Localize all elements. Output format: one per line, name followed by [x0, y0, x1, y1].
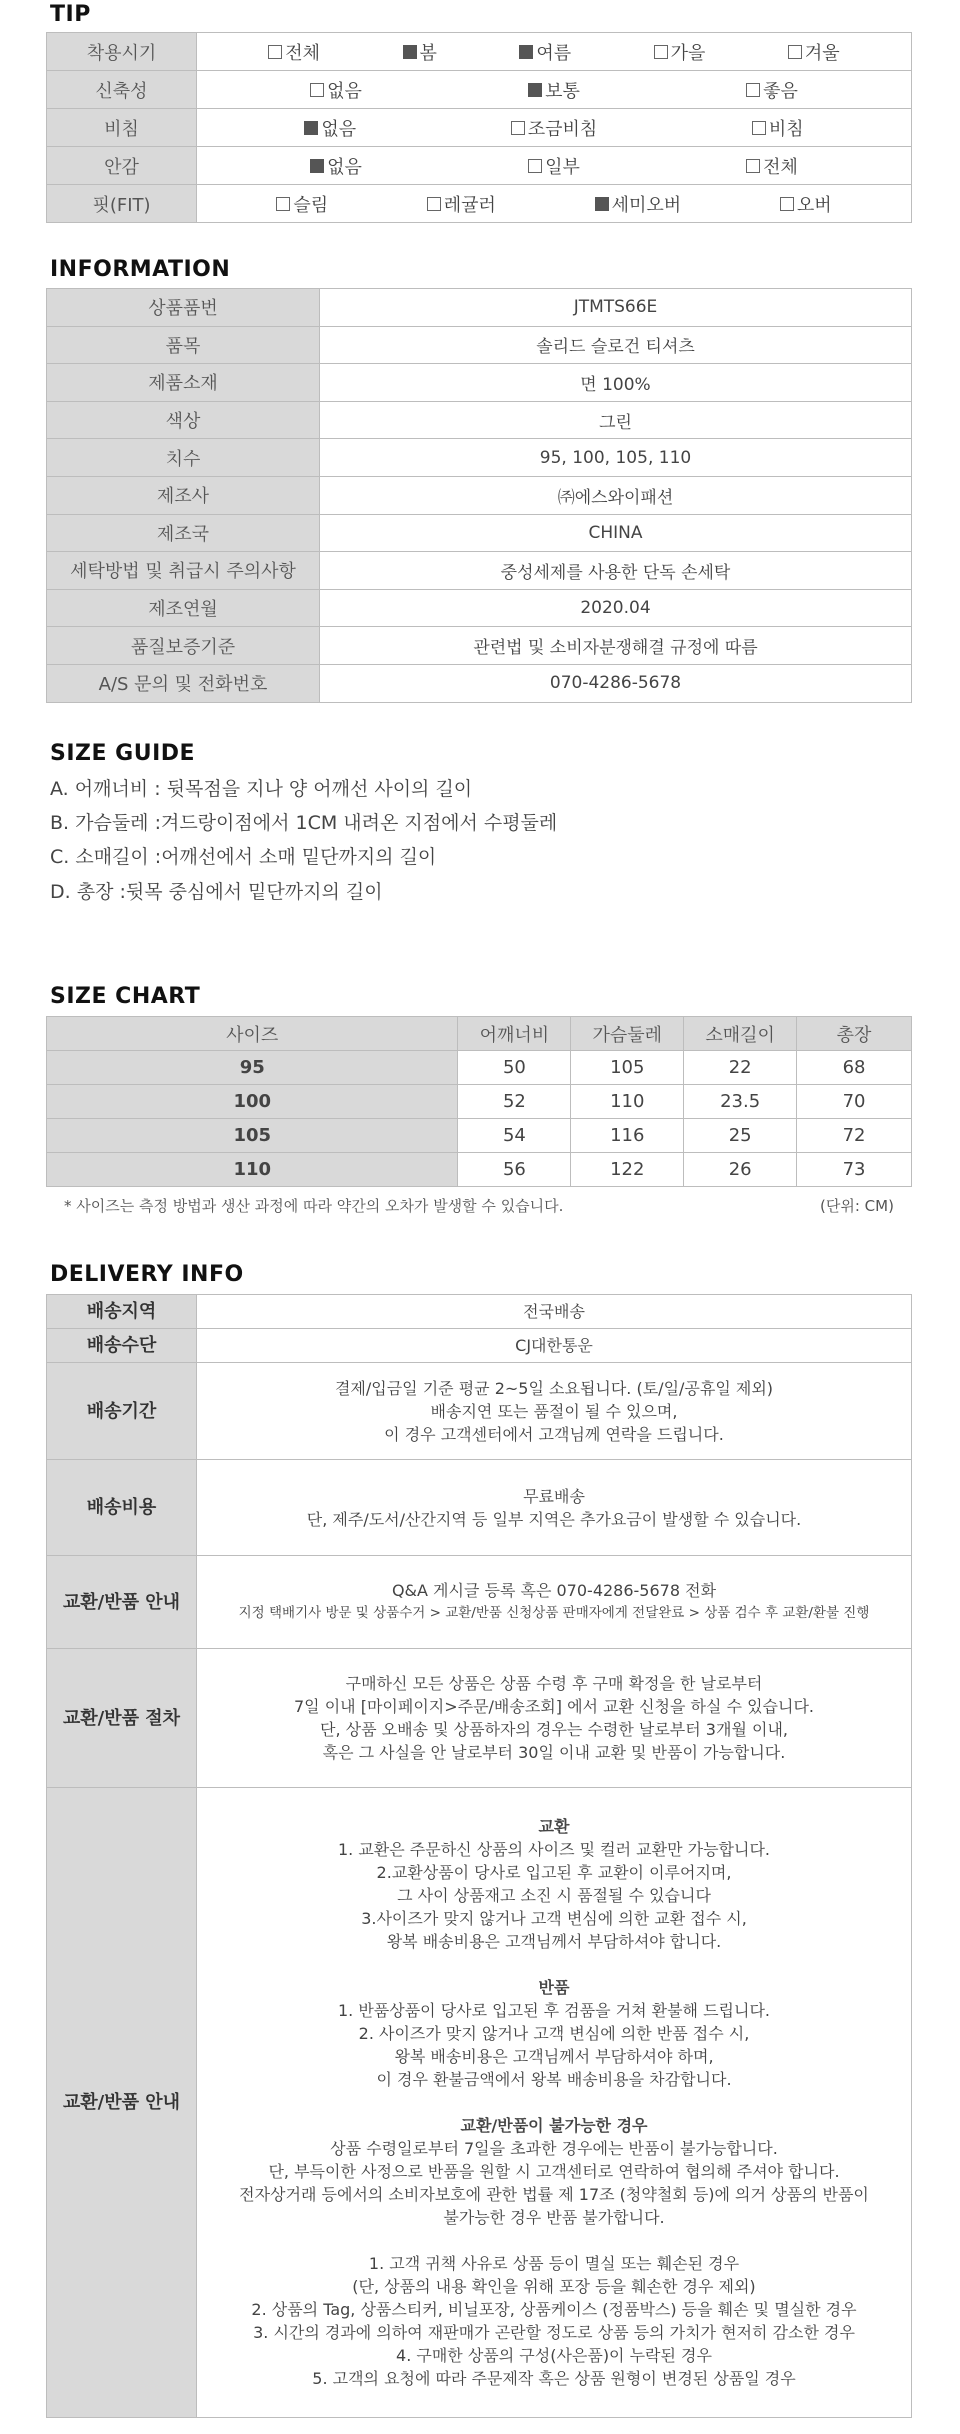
policy-line: 2. 사이즈가 맞지 않거나 고객 변심에 의한 반품 접수 시, [358, 2024, 750, 2043]
size-chart-cell: 70 [797, 1085, 912, 1119]
tip-option [276, 191, 328, 217]
tip-option [310, 77, 362, 103]
tip-option-label: 봄 [419, 42, 437, 64]
policy-line: 4. 구매한 상품의 구성(사은품)이 누락된 경우 [396, 2346, 712, 2365]
size-chart-size-label: 95 [47, 1051, 458, 1085]
size-chart-cell: 54 [458, 1119, 571, 1153]
info-row [47, 289, 912, 327]
tip-row-label: 핏(FIT) [47, 185, 197, 223]
tip-option-label: 전체 [285, 42, 321, 64]
checked-box-icon [528, 83, 542, 97]
size-chart-cell: 23.5 [684, 1085, 797, 1119]
unchecked-box-icon [780, 197, 794, 211]
tip-option-label: 겨울 [804, 42, 840, 64]
size-chart-cell: 50 [458, 1051, 571, 1085]
policy-line: 왕복 배송비용은 고객님께서 부담하셔야 하며, [394, 2047, 714, 2066]
policy-line: 1. 교환은 주문하신 상품의 사이즈 및 컬러 교환만 가능합니다. [338, 1840, 770, 1859]
size-chart-row [47, 1051, 912, 1085]
size-chart-unit: (단위: CM) [820, 1197, 894, 1215]
info-value: 070-4286-5678 [320, 664, 912, 702]
tip-row [47, 33, 912, 71]
tip-option-label: 전체 [763, 156, 798, 178]
policy-line: 3.사이즈가 맞지 않거나 고객 변심에 의한 교환 접수 시, [361, 1909, 747, 1928]
tip-option [746, 77, 798, 103]
delivery-region-value: 전국배송 [197, 1295, 912, 1329]
size-chart-cell: 25 [684, 1119, 797, 1153]
info-value: 면 100% [320, 364, 912, 402]
policy-line: 1. 반품상품이 당사로 입고된 후 검품을 거쳐 환불해 드립니다. [338, 2001, 770, 2020]
tip-option-label: 오버 [796, 194, 832, 216]
exchange-info-label: 교환/반품 안내 [47, 1556, 197, 1649]
size-chart-cell: 105 [571, 1051, 684, 1085]
size-chart-cell: 110 [571, 1085, 684, 1119]
size-chart-header: 소매길이 [684, 1017, 797, 1051]
tip-option-label: 없음 [327, 80, 362, 102]
tip-option [654, 39, 706, 65]
size-guide-line-b: B. 가슴둘레 :겨드랑이점에서 1CM 내려온 지점에서 수평둘레 [50, 812, 558, 834]
info-value: 솔리드 슬로건 티셔츠 [320, 326, 912, 364]
info-row [47, 514, 912, 552]
tip-option-label: 세미오버 [611, 194, 682, 216]
size-chart-cell: 56 [458, 1153, 571, 1187]
tip-option [427, 191, 496, 217]
size-chart-cell: 68 [797, 1051, 912, 1085]
size-guide-title: SIZE GUIDE [50, 741, 196, 766]
tip-option-label: 보통 [545, 80, 580, 102]
tip-row-label: 비침 [47, 109, 197, 147]
tip-option-label: 일부 [545, 156, 580, 178]
size-chart-row [47, 1119, 912, 1153]
delivery-cost-line: 무료배송 [523, 1486, 585, 1506]
info-value: ㈜에스와이패션 [320, 476, 912, 514]
policy-block [197, 2252, 911, 2390]
info-row [47, 552, 912, 590]
size-chart-header: 가슴둘레 [571, 1017, 684, 1051]
tip-row-options [197, 109, 912, 147]
delivery-method-value: CJ대한통운 [197, 1329, 912, 1363]
tip-option-label: 슬림 [293, 194, 329, 216]
policy-line: 2.교환상품이 당사로 입고된 후 교환이 이루어지며, [376, 1863, 732, 1882]
tip-table [46, 32, 912, 223]
delivery-period-line: 결제/입금일 기준 평균 2~5일 소요됩니다. (토/일/공휴일 제외) [334, 1378, 774, 1398]
delivery-cost-label: 배송비용 [47, 1460, 197, 1556]
size-chart-header-row [47, 1017, 912, 1051]
tip-option [511, 115, 598, 141]
procedure-line: 단, 상품 오배송 및 상품하자의 경우는 수령한 날로부터 3개월 이내, [320, 1720, 788, 1739]
info-row [47, 401, 912, 439]
info-row [47, 439, 912, 477]
tip-option [746, 153, 798, 179]
unchecked-box-icon [427, 197, 441, 211]
tip-option [752, 115, 804, 141]
size-chart-cell: 73 [797, 1153, 912, 1187]
unchecked-box-icon [528, 159, 542, 173]
policy-heading: 교환/반품이 불가능한 경우 [460, 2116, 648, 2135]
procedure-line: 7일 이내 [마이페이지>주문/배송조회] 에서 교환 신청을 하실 수 있습니다. [293, 1697, 814, 1716]
delivery-period-line: 이 경우 고객센터에서 고객님께 연락을 드립니다. [384, 1424, 724, 1444]
policy-line: 왕복 배송비용은 고객님께서 부담하셔야 합니다. [386, 1932, 722, 1951]
procedure-line: 구매하신 모든 상품은 상품 수령 후 구매 확정을 한 날로부터 [345, 1674, 763, 1693]
exchange-info-line: Q&A 게시글 등록 혹은 070-4286-5678 전화 [391, 1581, 717, 1600]
delivery-title: DELIVERY INFO [50, 1262, 244, 1287]
size-chart-cell: 116 [571, 1119, 684, 1153]
delivery-cost-value [197, 1460, 912, 1556]
unchecked-box-icon [310, 83, 324, 97]
size-chart-row [47, 1153, 912, 1187]
tip-title: TIP [50, 2, 91, 27]
return-policy-value [197, 1788, 912, 2418]
size-chart-cell: 22 [684, 1051, 797, 1085]
info-label: 세탁방법 및 취급시 주의사항 [47, 552, 320, 590]
tip-row-label: 안감 [47, 147, 197, 185]
policy-line: 상품 수령일로부터 7일을 초과한 경우에는 반품이 불가능합니다. [330, 2139, 778, 2158]
size-chart-cell: 26 [684, 1153, 797, 1187]
policy-line: (단, 상품의 내용 확인을 위해 포장 등을 훼손한 경우 제외) [352, 2277, 756, 2296]
unchecked-box-icon [276, 197, 290, 211]
tip-row [47, 147, 912, 185]
info-row [47, 627, 912, 665]
size-chart-size-label: 100 [47, 1085, 458, 1119]
size-chart-header: 총장 [797, 1017, 912, 1051]
tip-row-label: 착용시기 [47, 33, 197, 71]
info-value: 관련법 및 소비자분쟁해결 규정에 따름 [320, 627, 912, 665]
size-chart-size-label: 110 [47, 1153, 458, 1187]
size-chart-title: SIZE CHART [50, 984, 201, 1009]
size-chart-cell: 72 [797, 1119, 912, 1153]
delivery-cost-line: 단, 제주/도서/산간지역 등 일부 지역은 추가요금이 발생할 수 있습니다. [306, 1509, 802, 1529]
policy-heading: 교환 [538, 1817, 570, 1836]
tip-option [310, 153, 362, 179]
policy-line: 이 경우 환불금액에서 왕복 배송비용을 차감합니다. [376, 2070, 732, 2089]
return-policy-label: 교환/반품 안내 [47, 1788, 197, 2418]
info-value: CHINA [320, 514, 912, 552]
policy-line: 전자상거래 등에서의 소비자보호에 관한 법률 제 17조 (청약철회 등)에 의거 상품의 반품이 [239, 2185, 869, 2204]
tip-option-label: 좋음 [763, 80, 798, 102]
delivery-region-label: 배송지역 [47, 1295, 197, 1329]
info-label: 품질보증기준 [47, 627, 320, 665]
info-row [47, 589, 912, 627]
tip-option [519, 39, 571, 65]
unchecked-box-icon [788, 45, 802, 59]
tip-row [47, 71, 912, 109]
policy-line: 단, 부득이한 사정으로 반품을 원할 시 고객센터로 연락하여 협의해 주셔야 합니다. [268, 2162, 840, 2181]
information-table [46, 288, 912, 703]
tip-option [403, 39, 437, 65]
tip-option-label: 비침 [768, 118, 804, 140]
tip-row [47, 109, 912, 147]
tip-row-options [197, 147, 912, 185]
policy-block [197, 1976, 911, 2091]
tip-row [47, 185, 912, 223]
checked-box-icon [519, 45, 533, 59]
info-label: 제조사 [47, 476, 320, 514]
unchecked-box-icon [511, 121, 525, 135]
size-chart-header: 어깨너비 [458, 1017, 571, 1051]
info-label: 제조국 [47, 514, 320, 552]
tip-option [528, 77, 580, 103]
tip-option [780, 191, 832, 217]
policy-block [197, 1815, 911, 1953]
policy-heading: 반품 [538, 1978, 570, 1997]
exchange-procedure-label: 교환/반품 절차 [47, 1649, 197, 1788]
policy-line: 불가능한 경우 반품 불가합니다. [443, 2208, 665, 2227]
delivery-period-line: 배송지연 또는 품절이 될 수 있으며, [430, 1401, 678, 1421]
size-chart-size-label: 105 [47, 1119, 458, 1153]
info-label: A/S 문의 및 전화번호 [47, 664, 320, 702]
size-chart-cell: 122 [571, 1153, 684, 1187]
tip-option-label: 없음 [321, 118, 357, 140]
unchecked-box-icon [746, 83, 760, 97]
info-value: JTMTS66E [320, 289, 912, 327]
unchecked-box-icon [654, 45, 668, 59]
tip-option-label: 레귤러 [443, 194, 496, 216]
info-value: 95, 100, 105, 110 [320, 439, 912, 477]
policy-line: 5. 고객의 요청에 따라 주문제작 혹은 상품 원형이 변경된 상품일 경우 [312, 2369, 796, 2388]
tip-option [304, 115, 356, 141]
tip-option-label: 여름 [536, 42, 572, 64]
tip-row-label: 신축성 [47, 71, 197, 109]
size-guide-line-a: A. 어깨너비 : 뒷목점을 지나 양 어깨선 사이의 길이 [50, 778, 473, 800]
info-row [47, 326, 912, 364]
info-label: 치수 [47, 439, 320, 477]
info-label: 색상 [47, 401, 320, 439]
policy-line: 2. 상품의 Tag, 상품스티커, 비닐포장, 상품케이스 (정품박스) 등을 훼손 및 멸실한 경우 [251, 2300, 857, 2319]
information-title: INFORMATION [50, 257, 231, 282]
policy-line: 1. 고객 귀책 사유로 상품 등이 멸실 또는 훼손된 경우 [368, 2254, 740, 2273]
size-chart-note: * 사이즈는 측정 방법과 생산 과정에 따라 약간의 오차가 발생할 수 있습니다. [64, 1197, 564, 1215]
delivery-method-label: 배송수단 [47, 1329, 197, 1363]
size-chart-header: 사이즈 [47, 1017, 458, 1051]
tip-option-label: 없음 [327, 156, 362, 178]
checked-box-icon [403, 45, 417, 59]
info-value: 2020.04 [320, 589, 912, 627]
unchecked-box-icon [746, 159, 760, 173]
exchange-info-steps: 지정 택배기사 방문 및 상품수거 > 교환/반품 신청상품 판매자에게 전달완료 > 상품 검수 후 교환/환불 진행 [238, 1605, 870, 1621]
info-label: 제조연월 [47, 589, 320, 627]
tip-option [788, 39, 840, 65]
size-guide-line-c: C. 소매길이 :어깨선에서 소매 밑단까지의 길이 [50, 846, 437, 868]
tip-option-label: 가을 [670, 42, 706, 64]
tip-option [268, 39, 320, 65]
tip-row-options [197, 185, 912, 223]
delivery-table [46, 1294, 912, 2418]
tip-option [595, 191, 682, 217]
tip-row-options [197, 71, 912, 109]
info-value: 그린 [320, 401, 912, 439]
unchecked-box-icon [752, 121, 766, 135]
delivery-period-value [197, 1363, 912, 1460]
tip-row-options [197, 33, 912, 71]
delivery-period-label: 배송기간 [47, 1363, 197, 1460]
policy-line: 3. 시간의 경과에 의하여 재판매가 곤란할 정도로 상품 등의 가치가 현저히 감소한 경우 [253, 2323, 855, 2342]
checked-box-icon [310, 159, 324, 173]
tip-option [528, 153, 580, 179]
procedure-line: 혹은 그 사실을 안 날로부터 30일 이내 교환 및 반품이 가능합니다. [322, 1743, 786, 1762]
info-label: 품목 [47, 326, 320, 364]
tip-option-label: 조금비침 [527, 118, 598, 140]
checked-box-icon [595, 197, 609, 211]
size-guide-line-d: D. 총장 :뒷목 중심에서 밑단까지의 길이 [50, 881, 383, 903]
unchecked-box-icon [268, 45, 282, 59]
policy-line: 그 사이 상품재고 소진 시 품절될 수 있습니다 [397, 1886, 711, 1905]
info-label: 상품품번 [47, 289, 320, 327]
exchange-info-value [197, 1556, 912, 1649]
size-chart-table [46, 1016, 912, 1187]
checked-box-icon [304, 121, 318, 135]
info-row [47, 364, 912, 402]
info-row [47, 476, 912, 514]
info-value: 중성세제를 사용한 단독 손세탁 [320, 552, 912, 590]
size-chart-cell: 52 [458, 1085, 571, 1119]
info-label: 제품소재 [47, 364, 320, 402]
policy-block [197, 2114, 911, 2229]
size-chart-row [47, 1085, 912, 1119]
info-row [47, 664, 912, 702]
exchange-procedure-value [197, 1649, 912, 1788]
